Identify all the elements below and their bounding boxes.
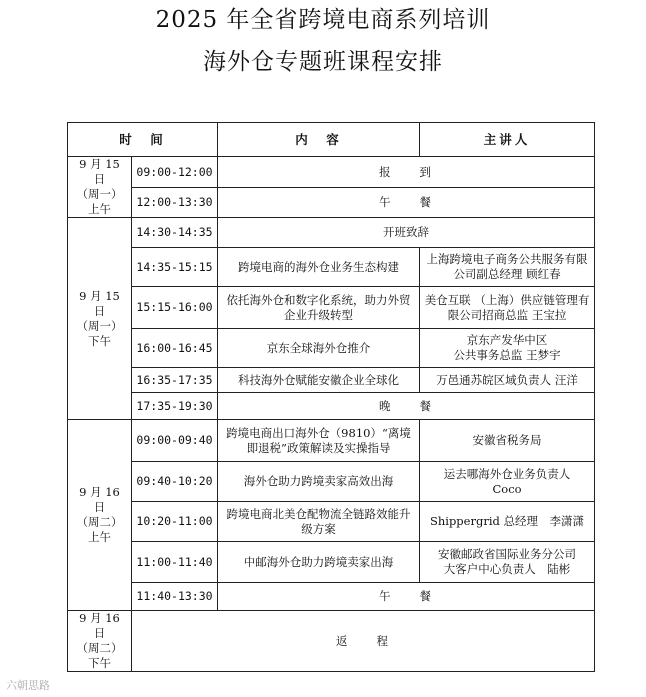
speaker-cell: 安徽邮政省国际业务分公司 大客户中心负责人 陆彬	[420, 542, 595, 583]
header-time: 时 间	[68, 123, 218, 157]
day-label: 9 月 15 日 （周一） 下午	[68, 218, 132, 420]
header-content: 内 容	[218, 123, 420, 157]
time-cell: 09:40-10:20	[132, 462, 218, 502]
content-cell: 海外仓助力跨境卖家高效出海	[218, 462, 420, 502]
content-cell: 返 程	[132, 611, 595, 672]
time-cell: 14:35-15:15	[132, 248, 218, 287]
table-row	[68, 462, 595, 502]
content-cell: 跨境电商北美仓配物流全链路效能升级方案	[218, 502, 420, 542]
table-row	[68, 188, 595, 218]
content-cell: 午 餐	[218, 188, 595, 218]
table-row	[68, 287, 595, 329]
time-cell: 11:40-13:30	[132, 583, 218, 611]
content-cell: 中邮海外仓助力跨境卖家出海	[218, 542, 420, 583]
page-title: 2025 年全省跨境电商系列培训	[155, 7, 491, 33]
content-cell: 开班致辞	[218, 218, 595, 248]
content-cell: 午 餐	[218, 583, 595, 611]
content-cell: 报 到	[218, 157, 595, 188]
content-cell: 晚 餐	[218, 393, 595, 420]
content-cell: 跨境电商出口海外仓（9810）“离境即退税”政策解读及实操指导	[218, 420, 420, 462]
speaker-cell: 美仓互联 （上海）供应链管理有限公司招商总监 王宝拉	[420, 287, 595, 329]
day-label: 9 月 15 日 （周一） 上午	[68, 157, 132, 218]
schedule-table	[67, 122, 595, 672]
speaker-cell: Shippergrid 总经理 李潇潇	[420, 502, 595, 542]
table-row	[68, 248, 595, 287]
header-speaker: 主讲人	[420, 123, 595, 157]
time-cell: 16:00-16:45	[132, 329, 218, 368]
table-row	[68, 393, 595, 420]
time-cell: 15:15-16:00	[132, 287, 218, 329]
table-row	[68, 420, 595, 462]
table-row	[68, 157, 595, 188]
table-row	[68, 218, 595, 248]
table-header-row	[68, 123, 595, 157]
time-cell: 14:30-14:35	[132, 218, 218, 248]
table-row	[68, 329, 595, 368]
time-cell: 09:00-12:00	[132, 157, 218, 188]
content-cell: 京东全球海外仓推介	[218, 329, 420, 368]
table-row	[68, 542, 595, 583]
day-label: 9 月 16 日 （周二） 上午	[68, 420, 132, 611]
day-label: 9 月 16 日 （周二） 下午	[68, 611, 132, 672]
content-cell: 依托海外仓和数字化系统，助力外贸企业升级转型	[218, 287, 420, 329]
watermark: 六朝思路	[6, 679, 50, 692]
time-cell: 09:00-09:40	[132, 420, 218, 462]
time-cell: 17:35-19:30	[132, 393, 218, 420]
table-row	[68, 611, 595, 672]
speaker-cell: 万邑通苏皖区域负责人 汪洋	[420, 368, 595, 393]
time-cell: 10:20-11:00	[132, 502, 218, 542]
content-cell: 科技海外仓赋能安徽企业全球化	[218, 368, 420, 393]
content-cell: 跨境电商的海外仓业务生态构建	[218, 248, 420, 287]
table-row	[68, 502, 595, 542]
time-cell: 11:00-11:40	[132, 542, 218, 583]
page-subtitle: 海外仓专题班课程安排	[203, 49, 443, 75]
speaker-cell: 运去哪海外仓业务负责人 Coco	[420, 462, 595, 502]
speaker-cell: 上海跨境电子商务公共服务有限公司副总经理 顾红春	[420, 248, 595, 287]
speaker-cell: 京东产发华中区 公共事务总监 王梦宇	[420, 329, 595, 368]
time-cell: 16:35-17:35	[132, 368, 218, 393]
time-cell: 12:00-13:30	[132, 188, 218, 218]
table-row	[68, 583, 595, 611]
table-row	[68, 368, 595, 393]
speaker-cell: 安徽省税务局	[420, 420, 595, 462]
